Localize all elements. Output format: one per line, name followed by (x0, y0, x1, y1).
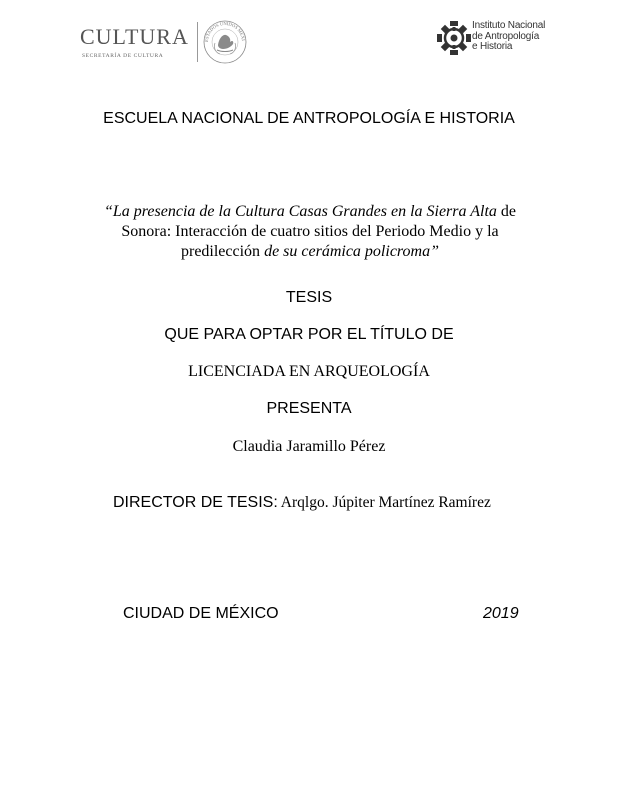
director-label: DIRECTOR DE TESIS: (113, 494, 278, 511)
mexican-seal-icon (203, 20, 247, 64)
degree-title: LICENCIADA EN ARQUEOLOGÍA (188, 363, 430, 380)
degree-statement: QUE PARA OPTAR POR EL TÍTULO DE (164, 326, 454, 343)
inah-line-3: e Historia (472, 41, 513, 52)
cultura-subtitle: SECRETARÍA DE CULTURA (82, 53, 164, 59)
author-name: Claudia Jaramillo Pérez (232, 438, 386, 455)
logo-divider (197, 22, 198, 62)
inah-name (472, 21, 545, 53)
tesis-heading: TESIS (285, 289, 333, 306)
thesis-title-roman: de Sonora: Interacción de cuatro sitios del Periodo Medio y la predilección (121, 203, 516, 260)
director-name: Arqlgo. Júpiter Martínez Ramírez (277, 494, 491, 511)
thesis-title-italic-2: de su cerámica policroma” (264, 243, 439, 260)
inah-logo (436, 20, 556, 60)
year: 2019 (483, 605, 519, 622)
inah-line-2: de Antropología (472, 30, 540, 42)
cultura-logo (80, 20, 250, 64)
seal-text: ESTADOS UNIDOS MEXI (203, 20, 246, 43)
inah-emblem-icon (436, 20, 472, 56)
inah-line-1: Instituto Nacional (472, 20, 546, 31)
thesis-director (113, 494, 491, 512)
thesis-title-italic-1: “La presencia de la Cultura Casas Grandes en la Sierra Alta (103, 203, 497, 220)
cultura-wordmark: CULTURA (80, 24, 189, 49)
thesis-title (80, 202, 540, 262)
city: CIUDAD DE MÉXICO (123, 605, 279, 622)
school-name: ESCUELA NACIONAL DE ANTROPOLOGÍA E HISTORIA (103, 110, 515, 127)
presenta-heading: PRESENTA (266, 400, 352, 417)
